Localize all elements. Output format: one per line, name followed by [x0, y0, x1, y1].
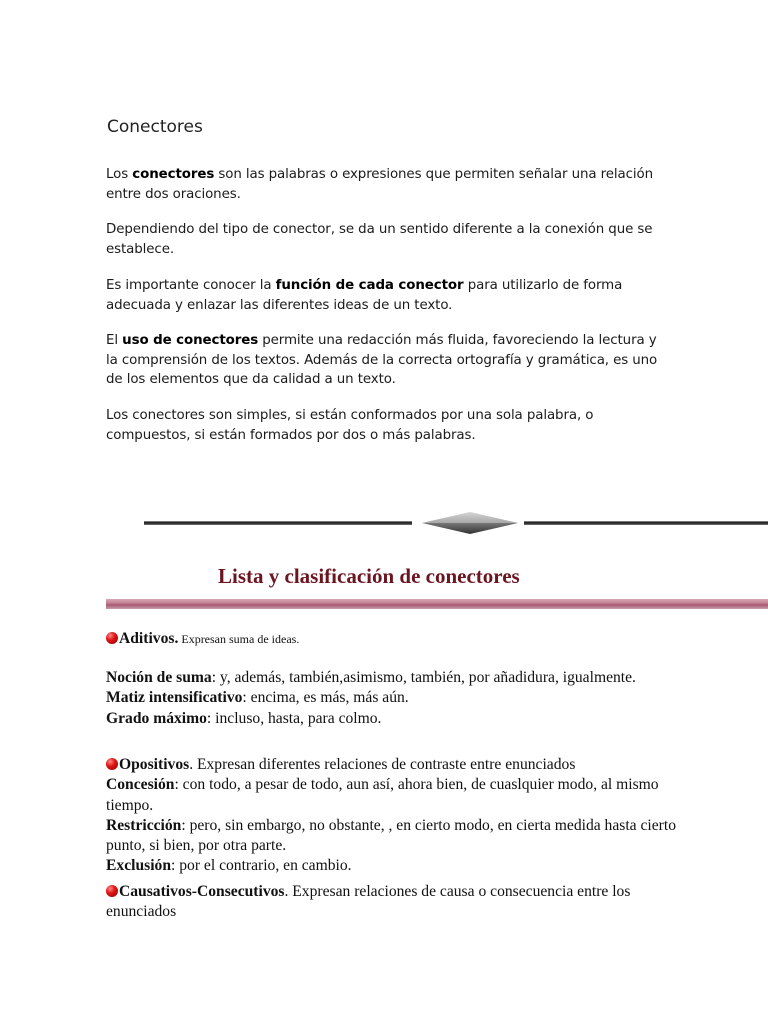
divider-left-line [144, 521, 412, 525]
intro-paragraph-5: Los conectores son simples, si están conformados por una sola palabra, o compuestos, si están formados por dos o más palabras. [106, 408, 594, 443]
bold-term: uso de conectores [122, 333, 259, 348]
aditivos-list [106, 668, 686, 729]
list-item: Concesión: con todo, a pesar de todo, aun así, ahora bien, de cuaslquier modo, al mismo tiempo. [106, 776, 659, 814]
list-item: Matiz intensificativo: encima, es más, más aún. [106, 689, 409, 707]
divider-right-line [524, 521, 768, 525]
bold-term: función de cada conector [275, 278, 464, 293]
list-item: Exclusión: por el contrario, en cambio. [106, 857, 352, 875]
page-title: Conectores [107, 117, 203, 137]
red-bullet-icon [106, 632, 118, 644]
section-underline-bar [106, 599, 768, 609]
decorative-divider [144, 510, 768, 536]
section-title: Lista y clasificación de conectores [218, 564, 520, 588]
list-item: Noción de suma: y, además, también,asimismo, también, por añadidura, igualmente. [106, 669, 636, 686]
intro-paragraph-1: Los conectores son las palabras o expresiones que permiten señalar una relación entre dos oraciones. [106, 167, 653, 202]
list-item: Restricción: pero, sin embargo, no obstante, , en cierto modo, en cierta medida hasta cierto punto, si bien, por otra parte. [106, 816, 676, 855]
bold-term: conectores [132, 167, 215, 182]
opositivos-block [106, 755, 686, 877]
causativos-heading: Causativos-Consecutivos. Expresan relaciones de causa o consecuencia entre los enunciados [106, 883, 631, 921]
intro-paragraph-3: Es importante conocer la función de cada conector para utilizarlo de forma adecuada y enlazar las diferentes ideas de un texto. [106, 278, 623, 313]
red-bullet-icon [106, 758, 118, 770]
intro-paragraph-4: El uso de conectores permite una redacción más fluida, favoreciendo la lectura y la comprensión de los textos. Además de la correcta ortografía y gramática, es uno de los elementos que da calidad a un texto. [106, 333, 658, 388]
list-item: Grado máximo: incluso, hasta, para colmo. [106, 709, 382, 727]
red-bullet-icon [106, 885, 118, 897]
opositivos-heading: Opositivos. Expresan diferentes relaciones de contraste entre enunciados [106, 755, 686, 775]
intro-paragraph-2: Dependiendo del tipo de conector, se da un sentido diferente a la conexión que se establece. [106, 222, 653, 257]
aditivos-heading: Aditivos. Expresan suma de ideas. [106, 629, 686, 649]
